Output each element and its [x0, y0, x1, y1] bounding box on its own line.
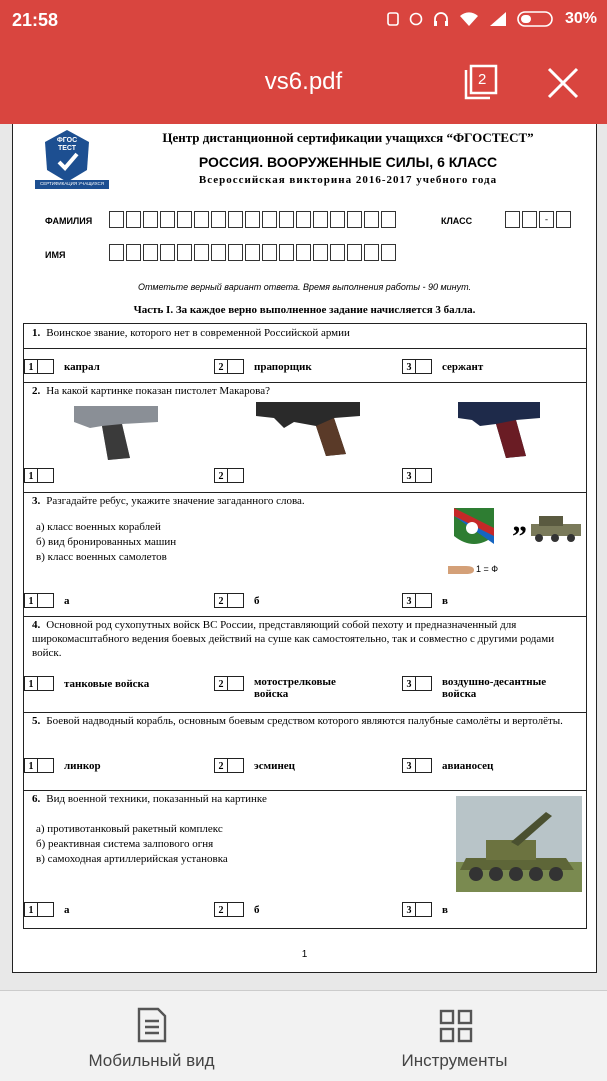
logo-caption: СЕРТИФИКАЦИЯ УЧАЩИХСЯ [39, 181, 105, 186]
page-number: 1 [301, 949, 308, 960]
question-text: Разгадайте ребус, укажите значение загаданного слова. [46, 495, 305, 507]
battery-icon [517, 10, 555, 28]
tools-grid-icon [439, 1009, 473, 1043]
headphones-icon [433, 11, 449, 27]
fgos-logo [31, 128, 113, 190]
question-text: Боевой надводный корабль, основным боевым средством которого являются палубные самолёты и вертолёты. [46, 715, 563, 727]
option-1[interactable]: 1 танковые войска [24, 676, 149, 691]
question-4: 4. Основной род сухопутных войск ВС России, представляющий собой пехоту и предназначенный для широкомасштабного ведения боевых действий на суше как самостоятельно, так и совместно с другими родами войск. 1 танковые войска 2 мотострелковые войска 3 воздушно-десантные войска [24, 616, 586, 713]
option-3[interactable]: 3 в [402, 593, 448, 608]
option-1[interactable]: 1 линкор [24, 758, 101, 773]
option-1[interactable]: 1 а [24, 902, 70, 917]
option-3[interactable]: 3 авианосец [402, 758, 493, 773]
mobile-view-icon [136, 1007, 168, 1043]
pistol-image-1[interactable] [72, 402, 162, 462]
app-bar [0, 42, 607, 124]
close-button[interactable] [546, 66, 580, 100]
questions-table [23, 323, 587, 929]
sub-option-a: а) противотанковый ракетный комплекс [36, 823, 223, 835]
sub-option-b: б) реактивная система залпового огня [36, 838, 214, 850]
sub-option-b: б) вид бронированных машин [36, 536, 177, 548]
surname-cells[interactable] [109, 211, 398, 228]
option-3[interactable]: 3 воздушно-десантные войска [402, 676, 582, 700]
rebus-quote: ” [512, 520, 527, 553]
question-text: Воинское звание, которого нет в современной Российской армии [46, 327, 350, 339]
page-count: 2 [478, 71, 487, 88]
status-icons [387, 10, 597, 28]
class-separator: - [539, 211, 554, 228]
header-line-2: РОССИЯ. ВООРУЖЕННЫЕ СИЛЫ, 6 КЛАСС [198, 154, 498, 170]
pistol-image-2[interactable] [254, 398, 364, 458]
mobile-view-button[interactable] [0, 991, 303, 1081]
rebus-caption: 1 = Ф [476, 564, 499, 574]
part-title: Часть I. За каждое верно выполненное задание начисляется 3 балла. [133, 304, 476, 316]
close-icon [546, 66, 580, 100]
sub-option-a: а) класс военных кораблей [36, 521, 161, 533]
class-cells[interactable] [505, 211, 573, 228]
class-label: КЛАСС [441, 216, 473, 226]
notification-icon [387, 11, 399, 27]
option-2[interactable]: 2 мотострелковые войска [214, 676, 364, 700]
sub-option-c: в) класс военных самолетов [36, 551, 167, 563]
option-3[interactable]: 3 [402, 468, 442, 483]
pages-button[interactable] [464, 64, 494, 98]
question-5: 5. Боевой надводный корабль, основным боевым средством которого являются палубные самолёты и вертолёты. 1 линкор 2 эсминец 3 авианосец [24, 712, 586, 791]
option-2[interactable]: 2 б [214, 902, 260, 917]
rebus-flag-image [452, 506, 496, 552]
status-bar [0, 0, 607, 42]
header-line-1: Центр дистанционной сертификации учащихся “ФГОСТЕСТ” [162, 130, 534, 145]
question-3: 3. Разгадайте ребус, укажите значение загаданного слова. а) класс военных кораблей б) вид бронированных машин в) класс военных самолетов ” 1 = Ф 1 а 2 б 3 в [24, 492, 586, 617]
mobile-view-label: Мобильный вид [88, 1051, 215, 1070]
pistol-image-3[interactable] [456, 398, 546, 460]
header-line-3: Всероссийская викторина 2016-2017 учебного года [198, 174, 498, 186]
option-2[interactable]: 2 б [214, 593, 260, 608]
question-text: На какой картинке показан пистолет Макарова? [46, 385, 270, 397]
document-viewer[interactable] [0, 124, 607, 990]
hand-icon [446, 562, 476, 576]
wifi-icon [459, 11, 479, 27]
name-label: ИМЯ [45, 250, 66, 260]
option-2[interactable]: 2 прапорщик [214, 359, 312, 374]
instructions-note: Отметьте верный вариант ответа. Время выполнения работы - 90 минут. [137, 282, 472, 292]
pdf-page [12, 124, 597, 973]
question-6: 6. Вид военной техники, показанный на картинке а) противотанковый ракетный комплекс б) реактивная система залпового огня в) самоходная артиллерийская установка 1 а 2 б 3 в [24, 790, 586, 928]
question-text: Основной род сухопутных войск ВС России, представляющий собой пехоту и предназначенный для широкомасштабного ведения боевых действий на суше как самостоятельно, так и совместно с другими родами войск. [32, 619, 555, 659]
rebus-vehicle-image [529, 514, 583, 544]
question-2: 2. На какой картинке показан пистолет Макарова? 1 2 3 [24, 382, 586, 493]
logo-text: ФГОС ТЕСТ [56, 137, 78, 152]
signal-icon [489, 11, 507, 27]
option-3[interactable]: 3 сержант [402, 359, 483, 374]
option-2[interactable]: 2 [214, 468, 254, 483]
option-2[interactable]: 2 эсминец [214, 758, 295, 773]
option-1[interactable]: 1 капрал [24, 359, 100, 374]
sub-option-c: в) самоходная артиллерийская установка [36, 853, 228, 865]
status-time: 21:58 [12, 10, 59, 30]
surname-label: ФАМИЛИЯ [45, 216, 93, 226]
tools-button[interactable] [303, 991, 606, 1081]
document-title: vs6.pdf [264, 68, 343, 95]
option-1[interactable]: 1 а [24, 593, 70, 608]
military-vehicle-image [456, 796, 582, 892]
question-1: 1. Воинское звание, которого нет в современной Российской армии 1 капрал 2 прапорщик 3 сержант [24, 324, 586, 383]
bottom-toolbar [0, 990, 607, 1081]
question-text: Вид военной техники, показанный на картинке [46, 793, 267, 805]
battery-percent: 30% [564, 10, 597, 27]
option-1[interactable]: 1 [24, 468, 64, 483]
chat-icon [409, 12, 423, 26]
tools-label: Инструменты [401, 1051, 508, 1070]
option-3[interactable]: 3 в [402, 902, 448, 917]
name-cells[interactable] [109, 244, 398, 261]
